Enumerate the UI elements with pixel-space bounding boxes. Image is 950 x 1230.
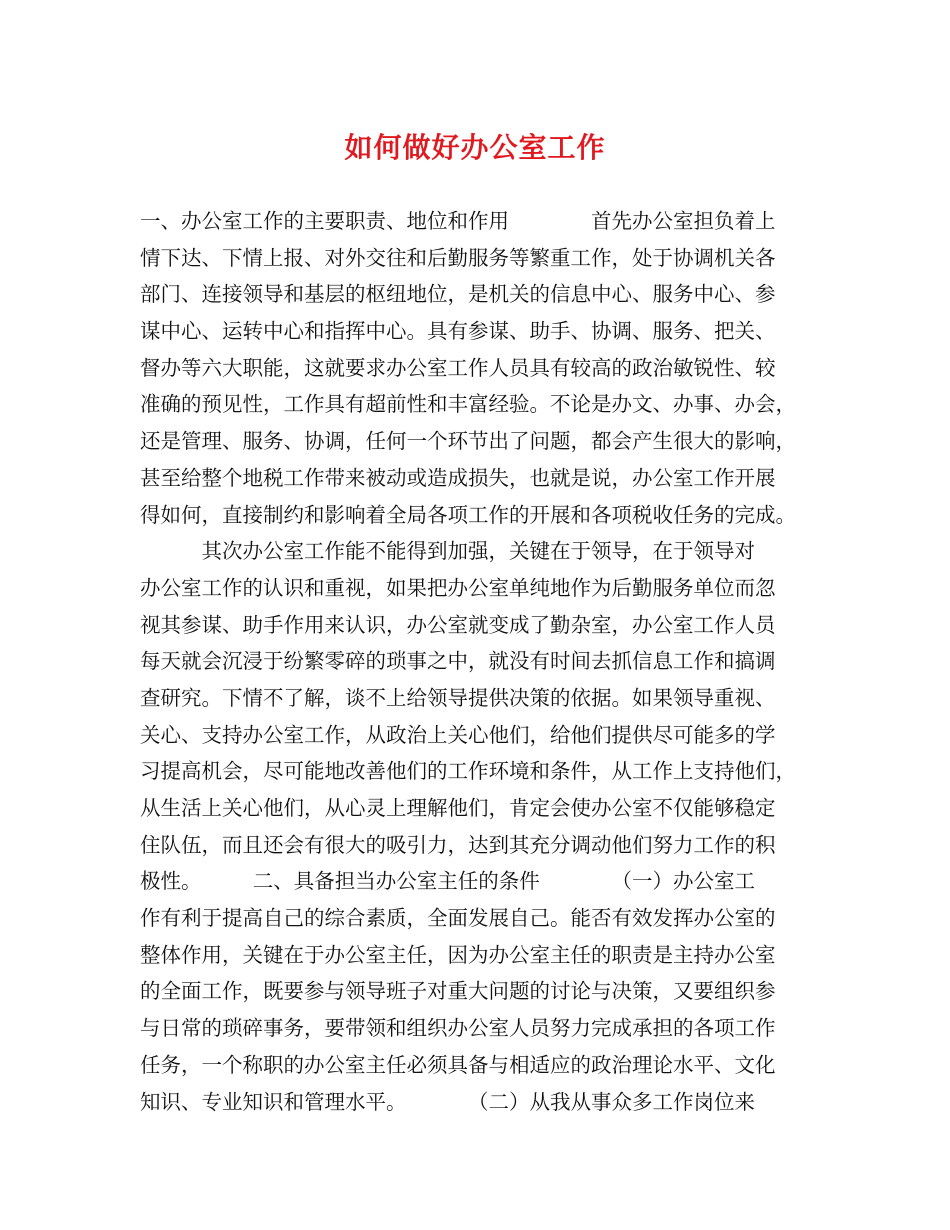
document-title: 如何做好办公室工作	[344, 131, 606, 164]
body-line: 每天就会沉浸于纷繁零碎的琐事之中，就没有时间去抓信息工作和搞调	[140, 649, 776, 674]
body-line: 部门、连接领导和基层的枢纽地位，是机关的信息中心、服务中心、参	[140, 282, 776, 307]
body-line: 谋中心、运转中心和指挥中心。具有参谋、助手、协调、服务、把关、	[140, 319, 776, 344]
body-line: 整体作用，关键在于办公室主任，因为办公室主任的职责是主持办公室	[140, 942, 776, 967]
document-body	[140, 203, 830, 1120]
body-line: 知识、专业知识和管理水平。 （二）从我从事众多工作岗位来	[140, 1089, 755, 1114]
body-line: 其次办公室工作能不能得到加强，关键在于领导，在于领导对	[140, 539, 755, 564]
body-line: 情下达、下情上报、对外交往和后勤服务等繁重工作，处于协调机关各	[140, 245, 776, 270]
body-line: 准确的预见性，工作具有超前性和丰富经验。不论是办文、办事、办会，	[140, 392, 796, 417]
body-line: 视其参谋、助手作用来认识，办公室就变成了勤杂室，办公室工作人员	[140, 612, 776, 637]
body-line: 查研究。下情不了解，谈不上给领导提供决策的依据。如果领导重视、	[140, 685, 776, 710]
body-line: 与日常的琐碎事务，要带领和组织办公室人员努力完成承担的各项工作	[140, 1016, 776, 1041]
body-line: 一、办公室工作的主要职责、地位和作用 首先办公室担负着上	[140, 209, 776, 233]
body-line: 得如何，直接制约和影响着全局各项工作的开展和各项税收任务的完成。	[140, 502, 796, 527]
body-line: 还是管理、服务、协调，任何一个环节出了问题，都会产生很大的影响，	[140, 429, 796, 454]
body-line: 甚至给整个地税工作带来被动或造成损失，也就是说，办公室工作开展	[140, 465, 776, 490]
body-line: 任务，一个称职的办公室主任必须具备与相适应的政治理论水平、文化	[140, 1052, 776, 1077]
body-line: 极性。 二、具备担当办公室主任的条件 （一）办公室工	[140, 869, 755, 894]
body-line: 习提高机会，尽可能地改善他们的工作环境和条件，从工作上支持他们，	[140, 759, 796, 784]
body-line: 的全面工作，既要参与领导班子对重大问题的讨论与决策，又要组织参	[140, 979, 776, 1004]
body-line: 从生活上关心他们，从心灵上理解他们，肯定会使办公室不仅能够稳定	[140, 796, 776, 820]
body-line: 住队伍，而且还会有很大的吸引力，达到其充分调动他们努力工作的积	[140, 832, 776, 857]
body-line: 督办等六大职能，这就要求办公室工作人员具有较高的政治敏锐性、较	[140, 355, 776, 380]
body-line: 作有利于提高自己的综合素质，全面发展自己。能否有效发挥办公室的	[140, 906, 776, 931]
body-line: 办公室工作的认识和重视，如果把办公室单纯地作为后勤服务单位而忽	[140, 575, 776, 600]
body-line: 关心、支持办公室工作，从政治上关心他们，给他们提供尽可能多的学	[140, 722, 776, 747]
